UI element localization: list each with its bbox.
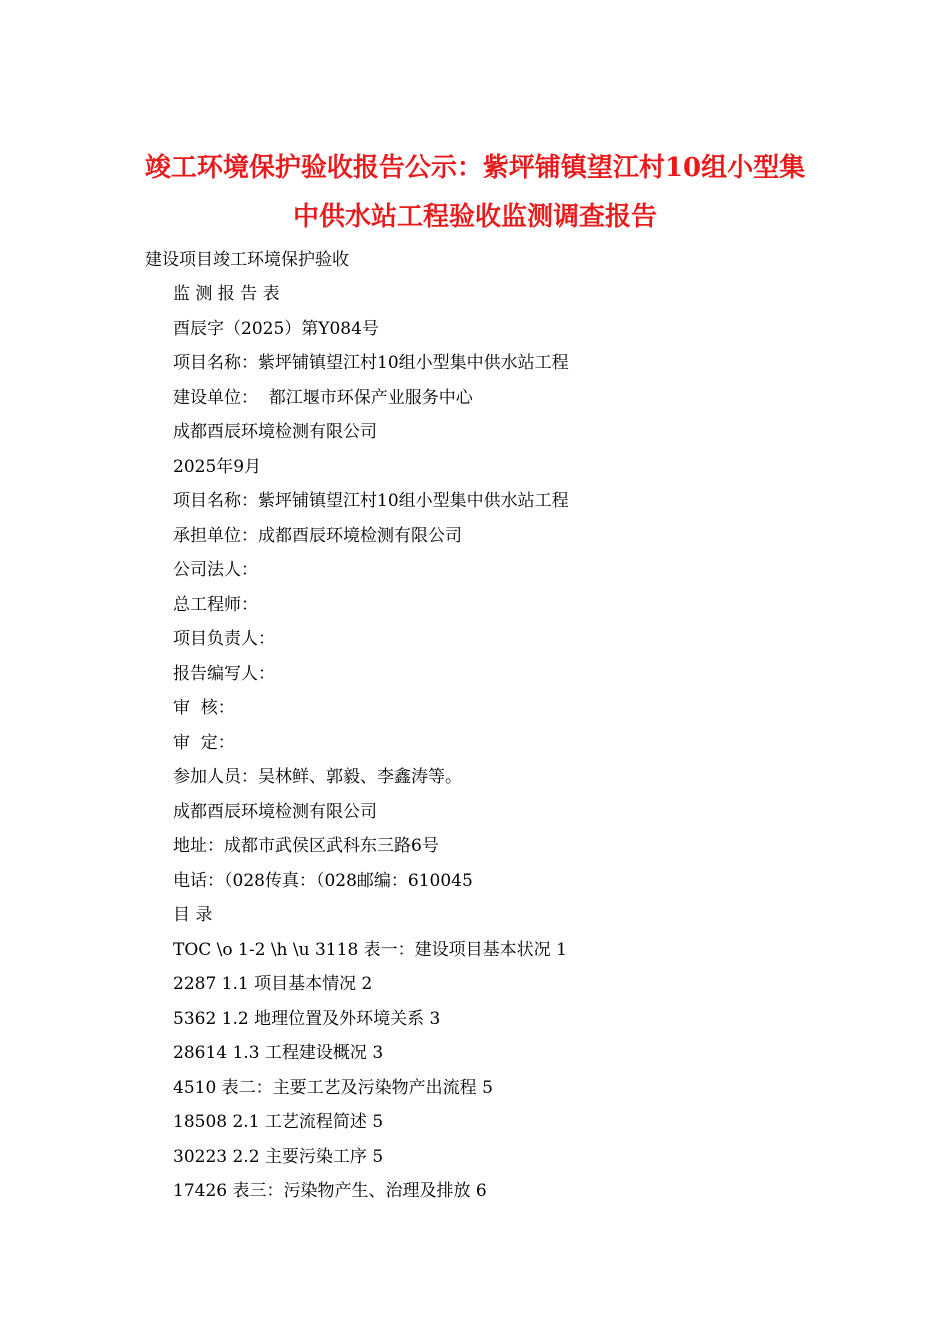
document-title-line-2: 中供水站工程验收监测调查报告 — [292, 202, 657, 232]
body-line: 承担单位：成都酉辰环境检测有限公司 — [173, 525, 462, 546]
body-line: 监 测 报 告 表 — [173, 284, 280, 304]
body-line: 17426 表三：污染物产生、治理及排放 6 — [173, 1181, 487, 1201]
body-line: 报告编写人： — [173, 663, 275, 684]
intro-line: 建设项目竣工环境保护验收 — [145, 250, 349, 270]
body-line: 总工程师： — [173, 594, 258, 615]
body-line: 电话：（028传真：（028邮编：610045 — [173, 870, 473, 891]
body-line: 参加人员：吴林鲜、郭毅、李鑫涛等。 — [173, 767, 462, 787]
body-lines — [173, 282, 569, 1214]
body-line: 2025年9月 — [173, 456, 262, 477]
body-line: 18508 2.1 工艺流程简述 5 — [173, 1112, 384, 1132]
body-line: 审 定： — [173, 732, 235, 753]
body-line: 28614 1.3 工程建设概况 3 — [173, 1043, 384, 1063]
body-line: 项目名称：紫坪铺镇望江村10组小型集中供水站工程 — [173, 353, 569, 373]
body-line: 建设单位： 都江堰市环保产业服务中心 — [173, 387, 473, 408]
body-line: 酉辰字（2025）第Y084号 — [173, 318, 379, 339]
body-line: 成都酉辰环境检测有限公司 — [173, 801, 377, 822]
body-line: 地址：成都市武侯区武科东三路6号 — [173, 836, 439, 856]
body-line: 5362 1.2 地理位置及外环境关系 3 — [173, 1008, 441, 1029]
body-line: 项目名称：紫坪铺镇望江村10组小型集中供水站工程 — [173, 491, 569, 511]
body-line: 30223 2.2 主要污染工序 5 — [173, 1146, 384, 1167]
body-line: 4510 表二：主要工艺及污染物产出流程 5 — [173, 1077, 493, 1098]
body-line: 公司法人： — [173, 560, 258, 580]
body-line: 目 录 — [173, 905, 213, 925]
body-line: 2287 1.1 项目基本情况 2 — [173, 974, 373, 994]
body-line: 审 核： — [173, 698, 235, 718]
document-title-line-1: 竣工环境保护验收报告公示：紫坪铺镇望江村10组小型集 — [144, 153, 806, 183]
body-line: 项目负责人： — [173, 629, 275, 649]
body-line: TOC \o 1-2 \h \u 3118 表一：建设项目基本状况 1 — [173, 939, 567, 960]
body-line: 成都酉辰环境检测有限公司 — [173, 422, 377, 442]
